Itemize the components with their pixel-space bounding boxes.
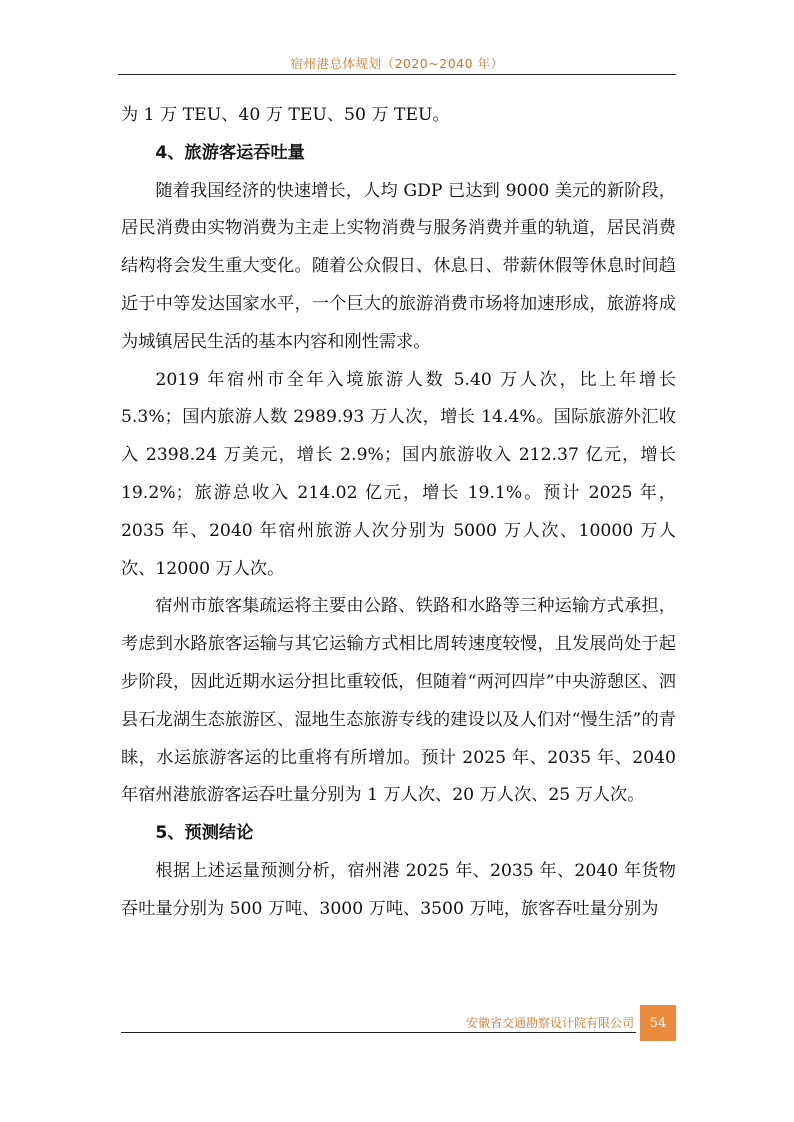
section-heading-tourism: 4、旅游客运吞吐量 — [155, 142, 305, 163]
running-header-title: 宿州港总体规划（2020~2040 年） — [290, 56, 504, 71]
paragraph-consumption: 随着我国经济的快速增长，人均 GDP 已达到 9000 美元的新阶段，居民消费由实物消费为主走上实物消费与服务消费并重的轨道，居民消费结构将会发生重大变化。随着公众假日、休息日、带薪休假等休息时间趋近于中等发达国家水平，一个巨大的旅游消费市场将加速形成，旅游将成为城镇居民生活的基本内容和刚性需求。 — [121, 180, 676, 352]
page-number-badge: 54 — [640, 1005, 676, 1041]
paragraph-continuation: 为 1 万 TEU、40 万 TEU、50 万 TEU。 — [121, 105, 450, 125]
footer-company-name: 安徽省交通勘察设计院有限公司 — [465, 1016, 634, 1030]
header-rule — [118, 74, 676, 75]
page-content — [121, 97, 676, 929]
paragraph-statistics: 2019 年宿州市全年入境旅游人数 5.40 万人次，比上年增长 5.3%；国内旅游人数 2989.93 万人次，增长 14.4%。国际旅游外汇收入 2398.24 万美元，增长 2.9%；国内旅游收入 212.37 亿元，增长 19.2%；旅游总收入 214.02 亿元，增长 19.1%。预计 2025 年，2035 年、2040 年宿州旅游人次分别为 5000 万人次、10000 万人次、12000 万人次。 — [121, 369, 676, 579]
paragraph-conclusion: 根据上述运量预测分析，宿州港 2025 年、2035 年、2040 年货物吞吐量分别为 500 万吨、3000 万吨、3500 万吨，旅客吞吐量分别为 — [121, 860, 676, 919]
section-heading-conclusion: 5、预测结论 — [155, 823, 254, 844]
paragraph-transport: 宿州市旅客集疏运将主要由公路、铁路和水路等三种运输方式承担，考虑到水路旅客运输与其它运输方式相比周转速度较慢，且发展尚处于起步阶段，因此近期水运分担比重较低，但随着“两河四岸”中央游憩区、泗县石龙湖生态旅游区、湿地生态旅游专线的建设以及人们对“慢生活”的青睐，水运旅游客运的比重将有所增加。预计 2025 年、2035 年、2040 年宿州港旅游客运吞吐量分别为 1 万人次、20 万人次、25 万人次。 — [121, 596, 676, 806]
footer-rule — [121, 1032, 636, 1033]
